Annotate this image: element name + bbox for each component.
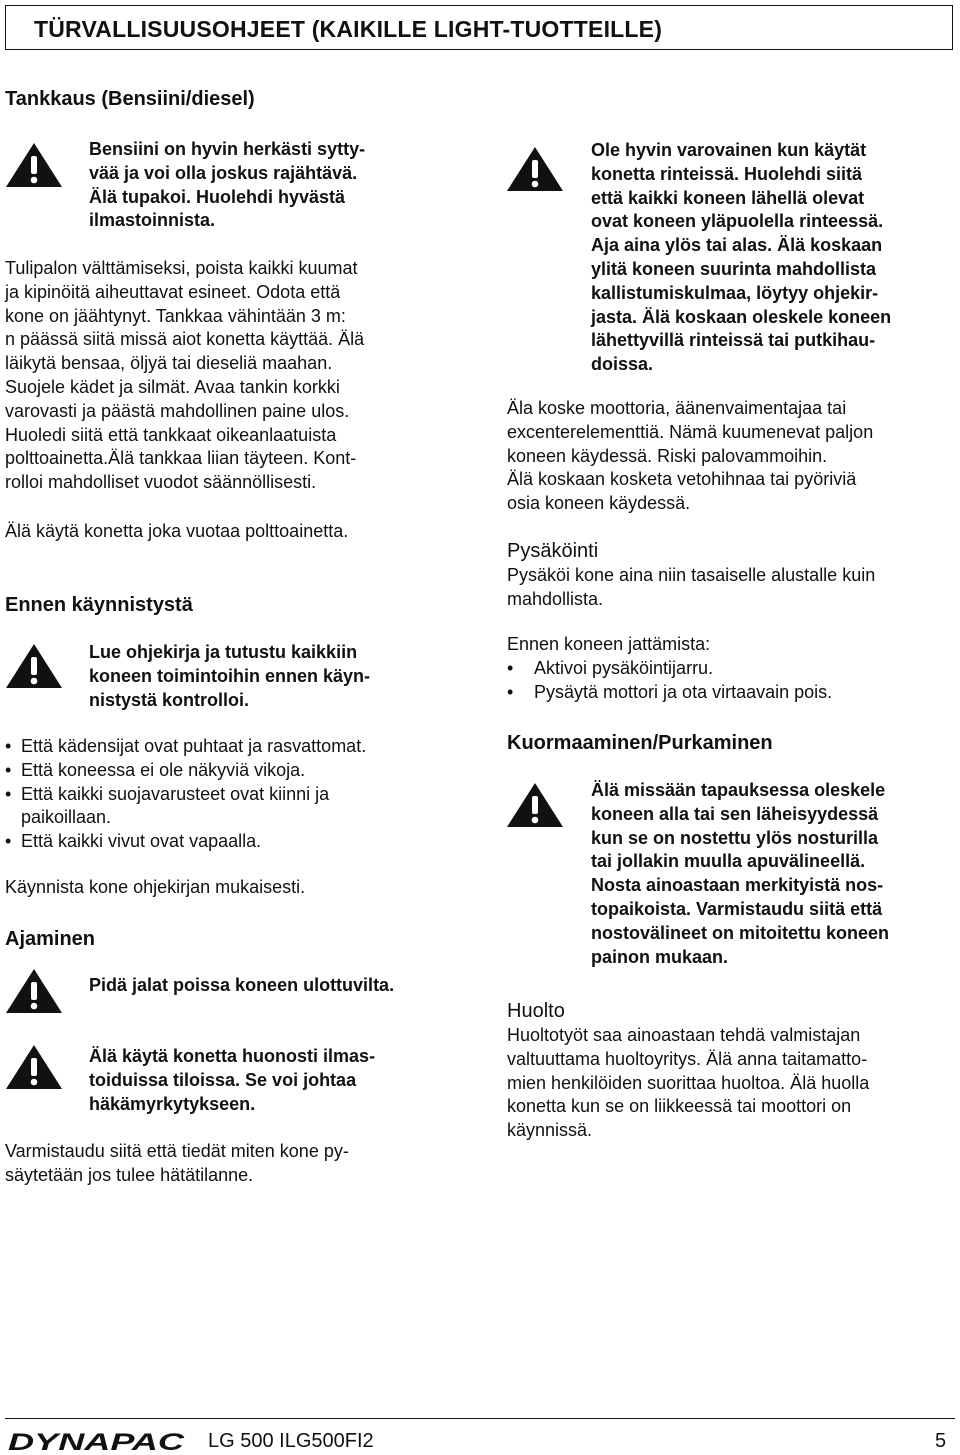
warning-line: konetta rinteissä. Huolehdi siitä	[591, 163, 863, 184]
warning-line: Pidä jalat poissa koneen ulottuvilta.	[89, 975, 395, 995]
body-pysakointi	[507, 564, 875, 612]
list-item: • Että kaikki suojavarusteet ovat kiinni ja paikoillaan.	[5, 783, 366, 831]
heading-huolto: Huolto	[507, 1000, 565, 1022]
bullet-list-pysakointi	[507, 657, 832, 705]
title-box	[5, 5, 953, 50]
warning-line: lähettyvillä rinteissä tai putkihau-	[591, 330, 876, 351]
warning-line: Ole hyvin varovainen kun käytät	[591, 140, 867, 160]
warning-ajaminen-2	[89, 1045, 375, 1116]
heading-tankkaus: Tankkaus (Bensiini/diesel)	[5, 88, 255, 110]
text-line: mahdollista.	[507, 588, 604, 609]
heading-pysakointi: Pysäköinti	[507, 540, 599, 562]
body-huolto	[507, 1024, 869, 1143]
text-line: osia koneen käydessä.	[507, 493, 691, 514]
warning-triangle-icon	[5, 968, 63, 1014]
warning-triangle-icon	[506, 146, 564, 192]
text-line: Älä koskaan kosketa vetohihnaa tai pyöriviä	[507, 469, 857, 490]
warning-rinteet	[591, 139, 891, 377]
text-line: varovasti ja päästä mahdollinen paine ulos.	[5, 400, 350, 421]
body-rinteet	[507, 397, 873, 516]
warning-line: jasta. Älä koskaan oleskele koneen	[591, 306, 892, 327]
text-line: Huoledi siitä että tankkaat oikeanlaatuista	[5, 424, 337, 445]
text-line: rolloi mahdolliset vuodot säännöllisesti.	[5, 472, 317, 493]
warning-line: Älä käytä konetta huonosti ilmas-	[89, 1046, 376, 1066]
text-line: mien henkilöiden suorittaa huoltoa. Älä huolla	[507, 1072, 870, 1093]
text-line: koneen käydessä. Riski palovammoihin.	[507, 445, 828, 466]
list-item: • Pysäytä mottori ja ota virtaavain pois.	[507, 681, 832, 705]
text-line: Tulipalon välttämiseksi, poista kaikki kuumat	[5, 258, 358, 278]
page-title: TÜRVALLISUUSOHJEET (KAIKILLE LIGHT-TUOTTEILLE)	[34, 16, 663, 42]
text-line: käynnissä.	[507, 1120, 593, 1141]
warning-line: Älä tupakoi. Huolehdi hyvästä	[89, 186, 346, 207]
text-line: kone on jäähtynyt. Tankkaa vähintään 3 m:	[5, 305, 346, 326]
warning-line: vää ja voi olla joskus rajähtävä.	[89, 162, 358, 183]
warning-line: Aja aina ylös tai alas. Älä koskaan	[591, 235, 883, 256]
text-line: Huoltotyöt saa ainoastaan tehdä valmistajan	[507, 1025, 861, 1045]
warning-line: kallistumiskulmaa, löytyy ohjekir-	[591, 282, 879, 303]
note-tankkaus: Älä käytä konetta joka vuotaa polttoainetta.	[5, 521, 349, 541]
warning-line: nostovälineet on mitoitettu koneen	[591, 922, 890, 943]
list-item: • Että koneessa ei ole näkyviä vikoja.	[5, 759, 366, 783]
warning-line: toiduissa tiloissa. Se voi johtaa	[89, 1069, 357, 1090]
dynapac-logo	[6, 1431, 186, 1453]
warning-line: Nosta ainoastaan merkityistä nos-	[591, 875, 884, 896]
warning-line: koneen alla tai sen läheisyydessä	[591, 803, 879, 824]
warning-line: ilmastoinnista.	[89, 210, 216, 231]
text-line: läikytä bensaa, öljyä tai dieseliä maahan.	[5, 353, 333, 374]
text-line: Varmistaudu siitä että tiedät miten kone py-	[5, 1141, 349, 1161]
text-line: polttoainetta.Älä tankkaa liian täyteen. Kont-	[5, 448, 357, 469]
text-line: n päässä siitä missä aiot konetta käyttää. Älä	[5, 329, 365, 350]
list-item: • Että kaikki vivut ovat vapaalla.	[5, 830, 366, 854]
warning-line: painon mukaan.	[591, 946, 729, 967]
text-line: Pysäköi kone aina niin tasaiselle alustalle kuin	[507, 565, 876, 585]
text-line: valtuuttama huoltoyritys. Älä anna taitamatto-	[507, 1048, 868, 1069]
list-item: • Että kädensijat ovat puhtaat ja rasvattomat.	[5, 735, 366, 759]
warning-line: häkämyrkytykseen.	[89, 1093, 256, 1114]
heading-kuormaaminen: Kuormaaminen/Purkaminen	[507, 732, 773, 754]
text-line: Äla koske moottoria, äänenvaimentajaa tai	[507, 398, 847, 418]
warning-kuormaaminen	[591, 779, 889, 969]
warning-line: että kaikki koneen lähellä olevat	[591, 187, 865, 208]
warning-tankkaus	[89, 138, 365, 233]
model-code: LG 500 ILG500FI2	[208, 1430, 374, 1452]
warning-line: ylitä koneen suurinta mahdollista	[591, 258, 877, 279]
warning-ajaminen-1	[89, 974, 394, 998]
bullet-list-ennen	[5, 735, 366, 854]
warning-triangle-icon	[506, 782, 564, 828]
body-ajaminen	[5, 1140, 349, 1188]
text-line: ja kipinöitä aiheuttavat esineet. Odota että	[5, 281, 341, 302]
warning-triangle-icon	[5, 1044, 63, 1090]
text-line: säytetään jos tulee hätätilanne.	[5, 1164, 254, 1185]
warning-line: ovat koneen yläpuolella rinteessä.	[591, 211, 884, 232]
note-ennen: Käynnista kone ohjekirjan mukaisesti.	[5, 877, 306, 897]
warning-line: tai jollakin muulla apuvälineellä.	[591, 851, 866, 872]
warning-triangle-icon	[5, 643, 63, 689]
page-number: 5	[935, 1430, 947, 1452]
intro-pysakointi: Ennen koneen jattämista:	[507, 634, 711, 654]
list-item: • Aktivoi pysäköintijarru.	[507, 657, 832, 681]
warning-ennen	[89, 641, 370, 712]
warning-triangle-icon	[5, 142, 63, 188]
text-line: konetta kun se on liikkeessä tai moottori on	[507, 1096, 852, 1117]
warning-line: doissa.	[591, 354, 654, 375]
svg-text:DYNAPAC: DYNAPAC	[8, 1431, 185, 1453]
text-line: Suojele kädet ja silmät. Avaa tankin korkki	[5, 376, 340, 397]
warning-line: Älä missään tapauksessa oleskele	[591, 780, 886, 800]
text-line: excenterelementtiä. Nämä kuumenevat paljon	[507, 421, 874, 442]
body-tankkaus	[5, 257, 364, 495]
heading-ajaminen: Ajaminen	[5, 928, 96, 950]
warning-line: Lue ohjekirja ja tutustu kaikkiin	[89, 642, 358, 662]
warning-line: Bensiini on hyvin herkästi sytty-	[89, 139, 366, 159]
footer-rule	[5, 1418, 955, 1419]
warning-line: topaikoista. Varmistaudu siitä että	[591, 898, 883, 919]
heading-ennen-kaynnistysta: Ennen käynnistystä	[5, 594, 193, 616]
warning-line: kun se on nostettu ylös nosturilla	[591, 827, 879, 848]
warning-line: nistystä kontrolloi.	[89, 689, 250, 710]
warning-line: koneen toimintoihin ennen käyn-	[89, 665, 371, 686]
